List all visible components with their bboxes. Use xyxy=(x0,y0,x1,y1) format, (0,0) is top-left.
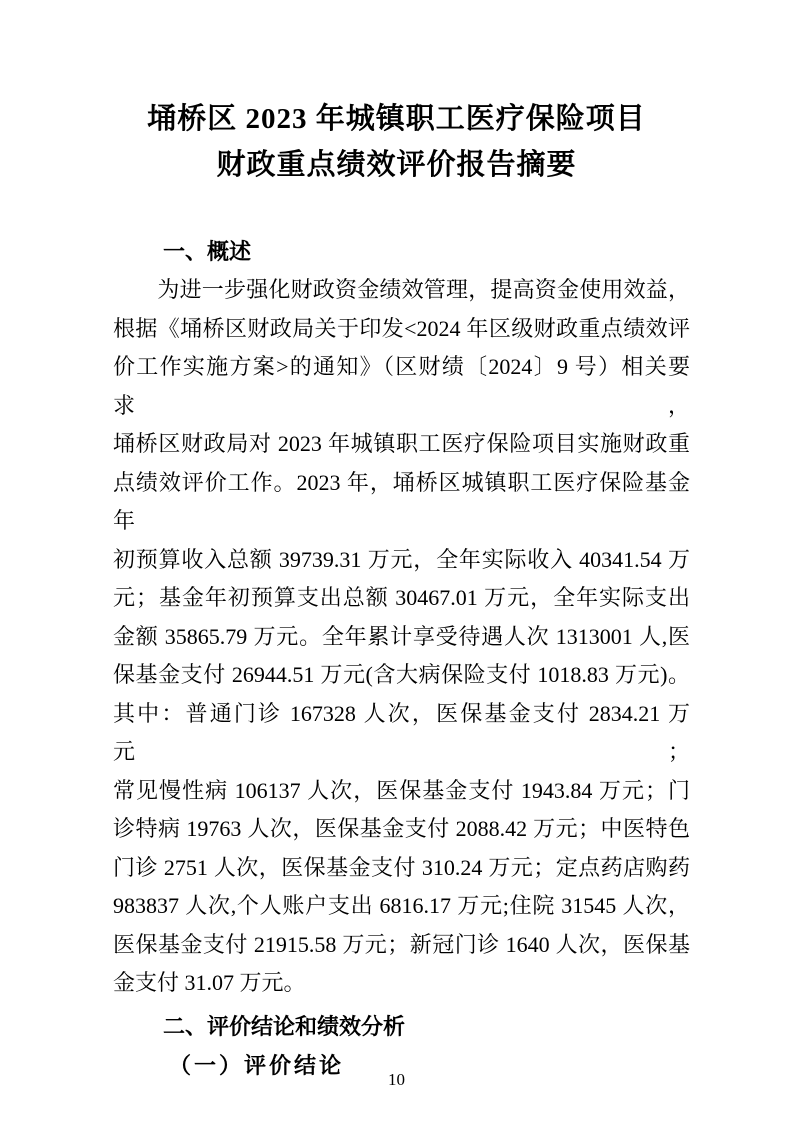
body-line: 983837 人次,个人账户支出 6816.17 万元;住院 31545 人次， xyxy=(113,893,690,918)
body-line: 其中：普通门诊 167328 人次，医保基金支付 2834.21 万元； xyxy=(113,700,690,764)
document-title xyxy=(0,0,793,188)
body-line: 初预算收入总额 39739.31 万元，全年实际收入 40341.54 万 xyxy=(113,546,690,572)
section-heading-conclusion: 二、评价结论和绩效分析 xyxy=(163,1013,406,1039)
document-body xyxy=(113,232,690,1085)
document-title-line-1: 埇桥区 2023 年城镇职工医疗保险项目 xyxy=(147,103,646,135)
section-heading-overview: 一、概述 xyxy=(163,239,252,264)
body-line: 保基金支付 26944.51 万元(含大病保险支付 1018.83 万元)。 xyxy=(113,662,690,687)
body-line: 为进一步强化财政资金绩效管理，提高资金使用效益， xyxy=(113,277,690,302)
body-line: 门诊 2751 人次，医保基金支付 310.24 万元；定点药店购药 xyxy=(113,854,690,880)
body-line: 金支付 31.07 万元。 xyxy=(113,970,306,995)
body-line: 医保基金支付 21915.58 万元；新冠门诊 1640 人次，医保基 xyxy=(113,931,690,957)
body-line: 常见慢性病 106137 人次，医保基金支付 1943.84 万元；门 xyxy=(113,777,690,803)
page-number: 10 xyxy=(388,1070,405,1089)
body-line: 金额 35865.79 万元。全年累计享受待遇人次 1313001 人,医 xyxy=(113,623,690,649)
body-line: 元；基金年初预算支出总额 30467.01 万元，全年实际支出 xyxy=(113,585,690,610)
subsection-heading-evaluation-conclusion: （一）评价结论 xyxy=(169,1052,345,1078)
body-line: 价工作实施方案>的通知》（区财绩〔2024〕9 号）相关要求， xyxy=(113,354,690,418)
body-line: 诊特病 19763 人次，医保基金支付 2088.42 万元；中医特色 xyxy=(113,816,690,841)
body-line: 根据《埇桥区财政局关于印发<2024 年区级财政重点绩效评 xyxy=(113,315,690,341)
body-line: 埇桥区财政局对 2023 年城镇职工医疗保险项目实施财政重 xyxy=(113,431,690,456)
document-title-line-2: 财政重点绩效评价报告摘要 xyxy=(216,149,577,181)
overview-paragraph xyxy=(113,271,690,1003)
body-line: 点绩效评价工作。2023 年，埇桥区城镇职工医疗保险基金年 xyxy=(113,469,690,533)
